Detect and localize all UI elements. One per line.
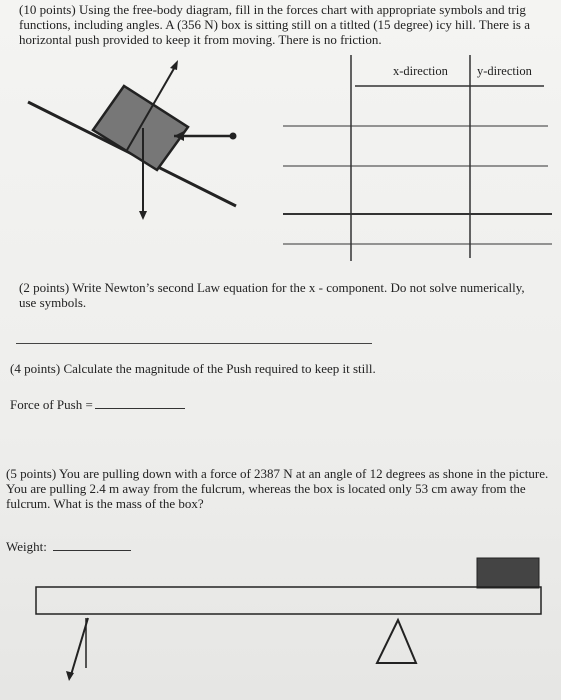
weight-row — [6, 539, 131, 554]
fulcrum-triangle — [377, 620, 416, 663]
push-arrow-end — [230, 133, 237, 140]
question-3-text: (4 points) Calculate the magnitude of the Push required to keep it still. — [10, 361, 376, 376]
answer-line-q2 — [16, 343, 372, 344]
question-2-text: (2 points) Write Newton’s second Law equation for the x - component. Do not solve numerically, use symbols. — [19, 280, 525, 310]
pull-force-arrowhead — [66, 671, 74, 681]
lever-plank — [36, 587, 541, 614]
chart-header-x: x-direction — [393, 64, 448, 78]
question-1-text: (10 points) Using the free-body diagram, fill in the forces chart with appropriate symbols and trig functions, including angles. A (356 N) box is sitting still on a titlted (15 degree) icy hill. There is a horizontal push provided to keep it from moving. There is no friction. — [19, 2, 531, 47]
weight-label: Weight: — [6, 539, 47, 554]
weight-blank[interactable] — [53, 539, 131, 551]
normal-force-arrowhead — [170, 60, 178, 70]
forces-chart-grid — [283, 55, 552, 261]
weight-arrowhead — [139, 211, 147, 220]
question-4-text: (5 points) You are pulling down with a force of 2387 N at an angle of 12 degrees as shone in the picture. You are pulling 2.4 m away from the fulcrum, whereas the box is located only 53 cm away from the fulcrum. What is the mass of the box? — [6, 466, 549, 511]
force-of-push-row — [10, 397, 185, 412]
lever-box — [477, 558, 539, 588]
force-of-push-label: Force of Push = — [10, 397, 93, 412]
force-of-push-blank[interactable] — [95, 397, 185, 409]
chart-header-y: y-direction — [477, 64, 532, 78]
